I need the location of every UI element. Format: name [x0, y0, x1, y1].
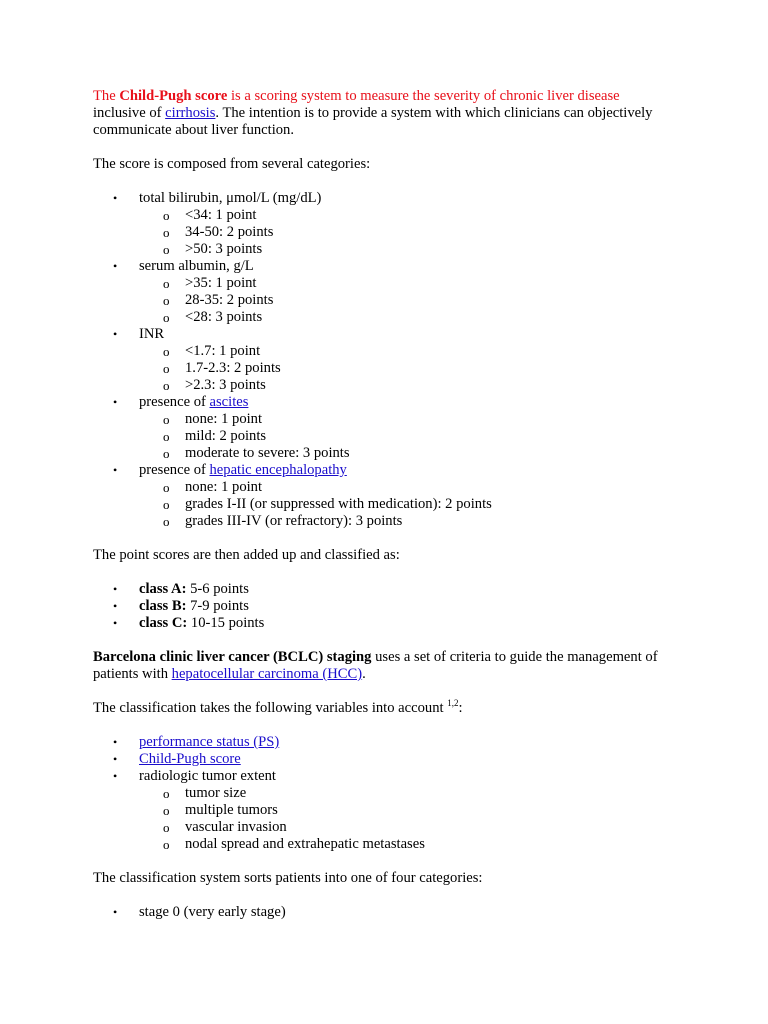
sub-item-text: <34: 1 point — [185, 207, 257, 223]
sub-item-text: <28: 3 points — [185, 309, 263, 325]
category-label: INR — [139, 326, 165, 342]
sub-list — [139, 411, 673, 462]
sub-list — [139, 275, 673, 326]
bclc-term: Barcelona clinic liver cancer (BCLC) staging — [93, 649, 372, 665]
bclc-end: . — [362, 666, 366, 682]
circle-bullet-icon: o — [163, 378, 170, 393]
stage-item — [93, 904, 673, 921]
sub-item — [139, 360, 673, 377]
circle-bullet-icon: o — [163, 225, 170, 240]
sub-item — [139, 819, 673, 836]
sub-item-text: 34-50: 2 points — [185, 224, 274, 240]
category-albumin — [93, 258, 673, 326]
circle-bullet-icon: o — [163, 344, 170, 359]
sub-item — [139, 785, 673, 802]
classes-list — [93, 581, 673, 632]
sub-item-text: 28-35: 2 points — [185, 292, 274, 308]
circle-bullet-icon: o — [163, 208, 170, 223]
circle-bullet-icon: o — [163, 429, 170, 444]
sub-item — [139, 836, 673, 853]
ascites-link[interactable]: ascites — [209, 394, 249, 410]
category-bilirubin — [93, 190, 673, 258]
circle-bullet-icon: o — [163, 412, 170, 427]
circle-bullet-icon: o — [163, 786, 170, 801]
sub-item — [139, 802, 673, 819]
variable-item — [93, 768, 673, 853]
intro-pre-link: inclusive of — [93, 105, 166, 121]
sub-item — [139, 224, 673, 241]
sub-item-text: grades I-II (or suppressed with medication): 2 points — [185, 496, 492, 512]
sub-item-text: tumor size — [185, 785, 247, 801]
bullet-icon: • — [113, 327, 118, 341]
sub-item — [139, 275, 673, 292]
circle-bullet-icon: o — [163, 310, 170, 325]
sub-list — [139, 479, 673, 530]
circle-bullet-icon: o — [163, 361, 170, 376]
sub-item-text: multiple tumors — [185, 802, 278, 818]
variable-item — [93, 751, 673, 768]
circle-bullet-icon: o — [163, 514, 170, 529]
sub-item-text: <1.7: 1 point — [185, 343, 261, 359]
sub-list — [139, 785, 673, 853]
sub-item — [139, 479, 673, 496]
bullet-icon: • — [113, 616, 118, 630]
intro-rest: is a scoring system to measure the severity of chronic liver disease — [227, 88, 620, 104]
circle-bullet-icon: o — [163, 276, 170, 291]
class-value: 7-9 points — [186, 598, 249, 614]
category-ascites — [93, 394, 673, 462]
sub-item-text: moderate to severe: 3 points — [185, 445, 350, 461]
variables-colon: : — [458, 700, 463, 716]
sub-item-text: vascular invasion — [185, 819, 287, 835]
circle-bullet-icon: o — [163, 803, 170, 818]
categories-intro: The score is composed from several categories: — [93, 156, 371, 172]
hepatic-encephalopathy-link[interactable]: hepatic encephalopathy — [209, 462, 347, 478]
sub-item-text: >35: 1 point — [185, 275, 257, 291]
stage-text: stage 0 (very early stage) — [139, 904, 286, 920]
circle-bullet-icon: o — [163, 837, 170, 852]
class-value: 10-15 points — [187, 615, 265, 631]
category-label: serum albumin, g/L — [139, 258, 254, 274]
category-prefix: presence of — [139, 394, 210, 410]
variable-label: radiologic tumor extent — [139, 768, 276, 784]
citation-superscript: 1,2 — [447, 698, 459, 708]
bullet-icon: • — [113, 752, 118, 766]
sub-item — [139, 292, 673, 309]
circle-bullet-icon: o — [163, 497, 170, 512]
sub-item-text: >50: 3 points — [185, 241, 263, 257]
bullet-icon: • — [113, 582, 118, 596]
bullet-icon: • — [113, 735, 118, 749]
classes-intro: The point scores are then added up and classified as: — [93, 547, 400, 563]
class-value: 5-6 points — [186, 581, 249, 597]
sub-list — [139, 343, 673, 394]
bullet-icon: • — [113, 905, 118, 919]
category-label: total bilirubin, μmol/L (mg/dL) — [139, 190, 322, 206]
intro-post-link: . The intention is to provide a system with which clinicians can objectively communicate about liver function. — [93, 105, 653, 138]
sub-item-text: grades III-IV (or refractory): 3 points — [185, 513, 403, 529]
variables-intro-text: The classification takes the following variables into account — [93, 700, 448, 716]
performance-status-link[interactable]: performance status (PS) — [139, 734, 280, 750]
bclc-text: uses a set of criteria to guide the management of patients with — [93, 649, 658, 682]
class-item — [93, 598, 673, 615]
sub-item-text: 1.7-2.3: 2 points — [185, 360, 281, 376]
categories-list — [93, 190, 673, 530]
class-item — [93, 615, 673, 632]
category-inr — [93, 326, 673, 394]
sub-item — [139, 411, 673, 428]
sub-item — [139, 241, 673, 258]
document-page — [93, 88, 673, 938]
sub-item — [139, 377, 673, 394]
sub-item — [139, 513, 673, 530]
class-label: class A: — [139, 581, 187, 597]
stages-list — [93, 904, 673, 921]
sub-item-text: >2.3: 3 points — [185, 377, 266, 393]
circle-bullet-icon: o — [163, 446, 170, 461]
sorts-intro: The classification system sorts patients into one of four categories: — [93, 870, 483, 886]
sub-item — [139, 428, 673, 445]
intro-the: The — [93, 88, 120, 104]
sub-list — [139, 207, 673, 258]
bullet-icon: • — [113, 463, 118, 477]
variables-intro — [93, 700, 673, 717]
circle-bullet-icon: o — [163, 293, 170, 308]
sub-item-text: none: 1 point — [185, 479, 263, 495]
sub-item-text: none: 1 point — [185, 411, 263, 427]
class-item — [93, 581, 673, 598]
circle-bullet-icon: o — [163, 820, 170, 835]
cirrhosis-link[interactable]: cirrhosis — [165, 105, 216, 121]
bullet-icon: • — [113, 599, 118, 613]
circle-bullet-icon: o — [163, 480, 170, 495]
intro-term: Child-Pugh score — [119, 88, 228, 104]
class-label: class C: — [139, 615, 188, 631]
sub-item-text: mild: 2 points — [185, 428, 267, 444]
bullet-icon: • — [113, 769, 118, 783]
sub-item — [139, 496, 673, 513]
bullet-icon: • — [113, 395, 118, 409]
sub-item — [139, 445, 673, 462]
hcc-link[interactable]: hepatocellular carcinoma (HCC) — [171, 666, 363, 682]
class-label: class B: — [139, 598, 187, 614]
category-prefix: presence of — [139, 462, 210, 478]
category-encephalopathy — [93, 462, 673, 530]
bullet-icon: • — [113, 259, 118, 273]
sub-item-text: nodal spread and extrahepatic metastases — [185, 836, 425, 852]
circle-bullet-icon: o — [163, 242, 170, 257]
sub-item — [139, 309, 673, 326]
intro-paragraph — [93, 88, 673, 139]
variables-list — [93, 734, 673, 853]
child-pugh-score-link[interactable]: Child-Pugh score — [139, 751, 241, 767]
bclc-paragraph — [93, 649, 673, 683]
variable-item — [93, 734, 673, 751]
sub-item — [139, 207, 673, 224]
sub-item — [139, 343, 673, 360]
bullet-icon: • — [113, 191, 118, 205]
